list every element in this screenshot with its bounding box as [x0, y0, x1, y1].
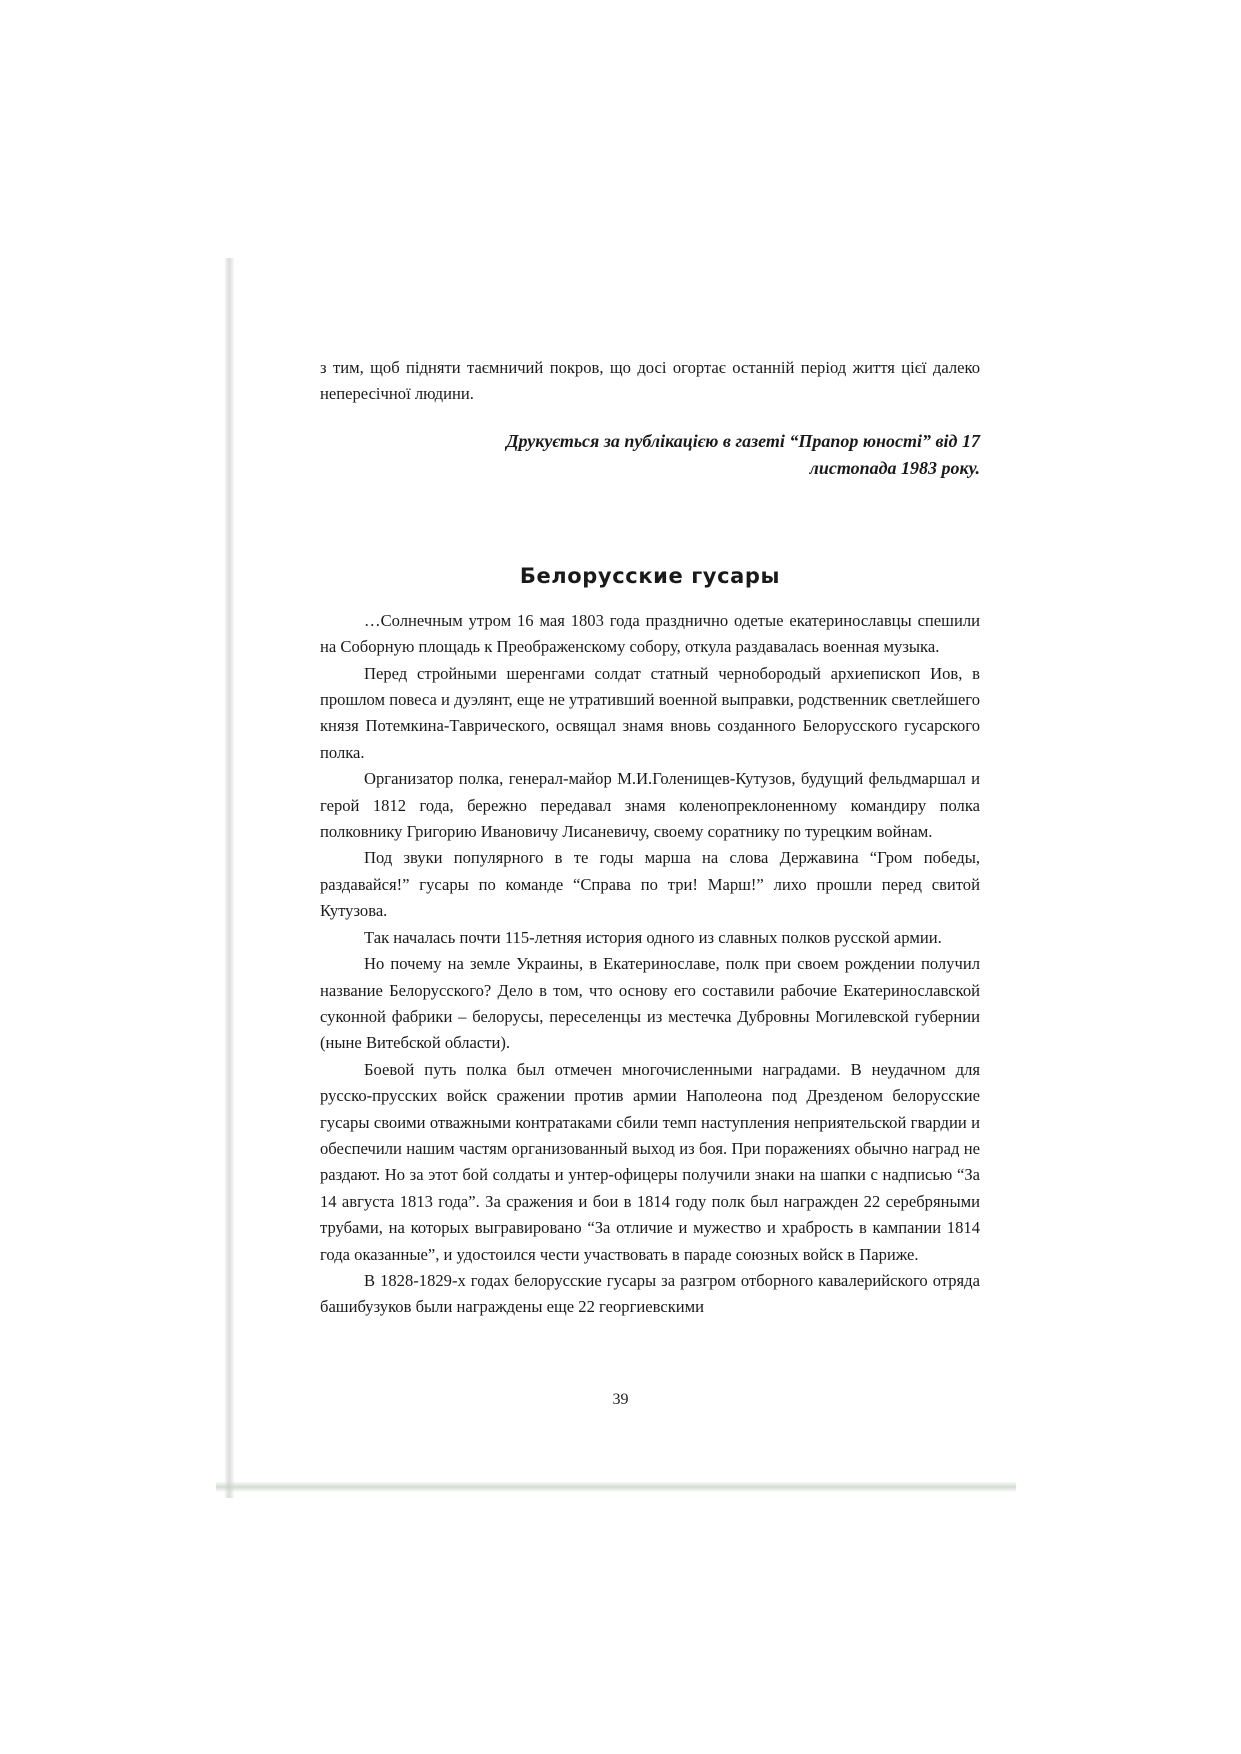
article-paragraph-7: Боевой путь полка был отмечен многочисленными наградами. В неудачном для русско-прусских войск сражении против армии Наполеона под Дрезденом белорусские гусары своими отважными контратаками сбили темп наступления неприятельской гвардии и обеспечили нашим частям организованный выход из боя. При поражениях обычно наград не раздают. Но за этот бой солдаты и унтер-офицеры получили знаки на шапки с надписью “За 14 августа 1813 года”. За сражения и бои в 1814 году полк был награжден 22 серебряными трубами, на которых выгравировано “За отличие и мужество и храбрость в кампании 1814 года оказанные”, и удостоился чести участвовать в параде союзных войск в Париже. [320, 1059, 980, 1264]
article-paragraph-4: Под звуки популярного в те годы марша на слова Державина “Гром победы, раздавайся!” гусары по команде “Справа по три! Марш!” лихо прошли перед свитой Кутузова. [320, 848, 980, 921]
source-note [320, 428, 980, 482]
article-paragraph-1: …Солнечным утром 16 мая 1803 года празднично одетые екатеринославцы спешили на Соборную площадь к Преображенскому собору, откула раздавалась военная музыка. [320, 610, 980, 657]
article-paragraph-6: Но почему на земле Украины, в Екатеринославе, полк при своем рождении получил название Белорусского? Дело в том, что основу его составили рабочие Екатеринославской суконной фабрики – белорусы, переселенцы из местечка Дубровны Могилевской губернии (ныне Витебской области). [320, 954, 980, 1053]
intro-paragraph: з тим, щоб підняти таємничий покров, що досі огортає останній період життя цієї далеко непересічної людини. [320, 358, 980, 404]
article-paragraph-3: Организатор полка, генерал-майор М.И.Голенищев-Кутузов, будущий фельдмаршал и герой 1812 года, бережно передавал знамя коленопреклоненному командиру полка полковнику Григорию Ивановичу Лисаневичу, своему соратнику по турецким войнам. [320, 769, 980, 842]
scan-shadow-bottom [216, 1482, 1016, 1492]
page-content [320, 355, 980, 1321]
article-paragraph-2: Перед стройными шеренгами солдат статный чернобородый архиепископ Иов, в прошлом повеса и дуэлянт, еще не утративший военной выправки, родственник светлейшего князя Потемкина-Таврического, освящал знамя вновь созданного Белорусского гусарского полка. [320, 663, 980, 762]
page-number: 39 [612, 1391, 629, 1408]
scan-shadow-left [224, 258, 234, 1498]
source-note-line-1: Друкується за публікацією в газеті “Прапор юності” від 17 [506, 430, 980, 451]
article-paragraph-5: Так началась почти 115-летняя история одного из славных полков русской армии. [364, 927, 942, 947]
article-paragraph-8: В 1828-1829-х годах белорусские гусары за разгром отборного кавалерийского отряда башибузуков были награждены еще 22 георгиевскими [320, 1270, 980, 1317]
article-title: Белорусские гусары [519, 563, 781, 588]
source-note-line-2: листопада 1983 року. [809, 457, 980, 478]
